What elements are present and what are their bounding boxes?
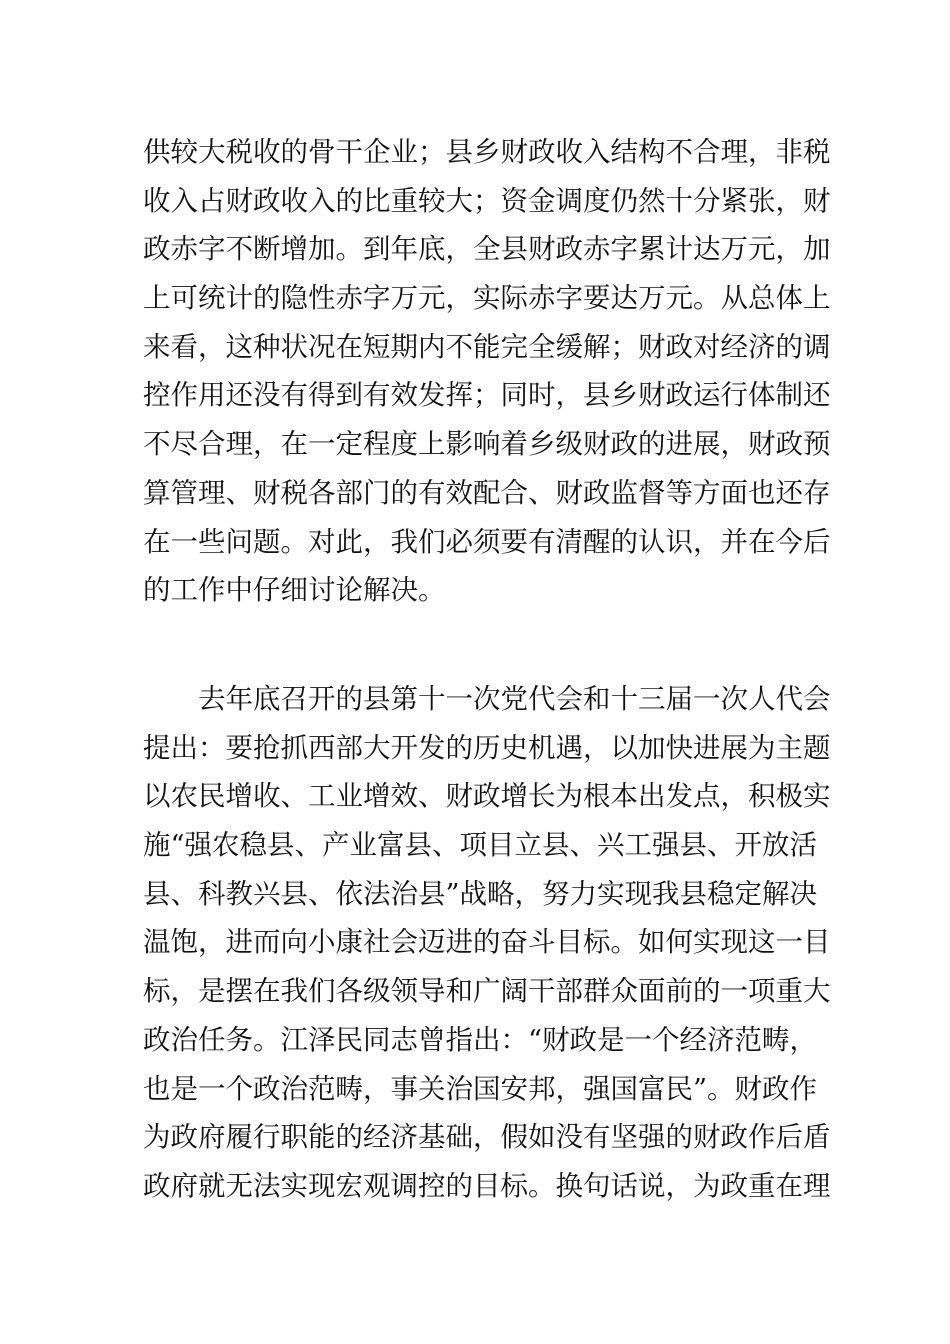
paragraph-line: 为政府履行职能的经济基础，假如没有坚强的财政作后盾 — [143, 1121, 831, 1154]
paragraph-line: 控作用还没有得到有效发挥；同时，县乡财政运行体制还 — [143, 379, 831, 412]
paragraph-line: 施“强农稳县、产业富县、项目立县、兴工强县、开放活 — [143, 829, 818, 862]
paragraph-line: 算管理、财税各部门的有效配合、财政监督等方面也还存 — [143, 476, 831, 509]
paragraph-line: 的工作中仔细讨论解决。 — [143, 574, 446, 607]
paragraph-line: 也是一个政治范畴，事关治国安邦，强国富民”。财政作 — [143, 1072, 818, 1105]
paragraph-line: 来看，这种状况在短期内不能完全缓解；财政对经济的调 — [143, 330, 831, 363]
paragraph-line: 在一些问题。对此，我们必须要有清醒的认识，并在今后 — [143, 525, 831, 558]
paragraph-line: 提出：要抢抓西部大开发的历史机遇，以加快进展为主题 — [143, 731, 831, 764]
paragraph-line: 温饱，进而向小康社会迈进的奋斗目标。如何实现这一目 — [143, 926, 831, 959]
paragraph-line: 标，是摆在我们各级领导和广阔干部群众面前的一项重大 — [143, 975, 831, 1008]
paragraph-line: 收入占财政收入的比重较大；资金调度仍然十分紧张，财 — [143, 184, 831, 217]
paragraph-line: 供较大税收的骨干企业；县乡财政收入结构不合理，非税 — [143, 136, 831, 168]
paragraph-line: 不尽合理，在一定程度上影响着乡级财政的进展，财政预 — [143, 428, 831, 461]
paragraph-2 — [143, 675, 831, 1211]
paragraph-line: 政赤字不断增加。到年底，全县财政赤字累计达万元，加 — [143, 233, 831, 266]
paragraph-line: 县、科教兴县、依法治县”战略，努力实现我县稳定解决 — [143, 877, 818, 910]
paragraph-1 — [143, 128, 831, 615]
paragraph-line: 以农民增收、工业增效、财政增长为根本出发点，积极实 — [143, 780, 831, 813]
paragraph-line: 政治任务。江泽民同志曾指出：“财政是一个经济范畴， — [143, 1023, 818, 1056]
paragraph-line: 上可统计的隐性赤字万元，实际赤字要达万元。从总体上 — [143, 282, 831, 315]
paragraph-line: 政府就无法实现宏观调控的目标。换句话说，为政重在理 — [143, 1169, 831, 1202]
paragraph-line: 去年底召开的县第十一次党代会和十三届一次人代会 — [198, 683, 831, 715]
